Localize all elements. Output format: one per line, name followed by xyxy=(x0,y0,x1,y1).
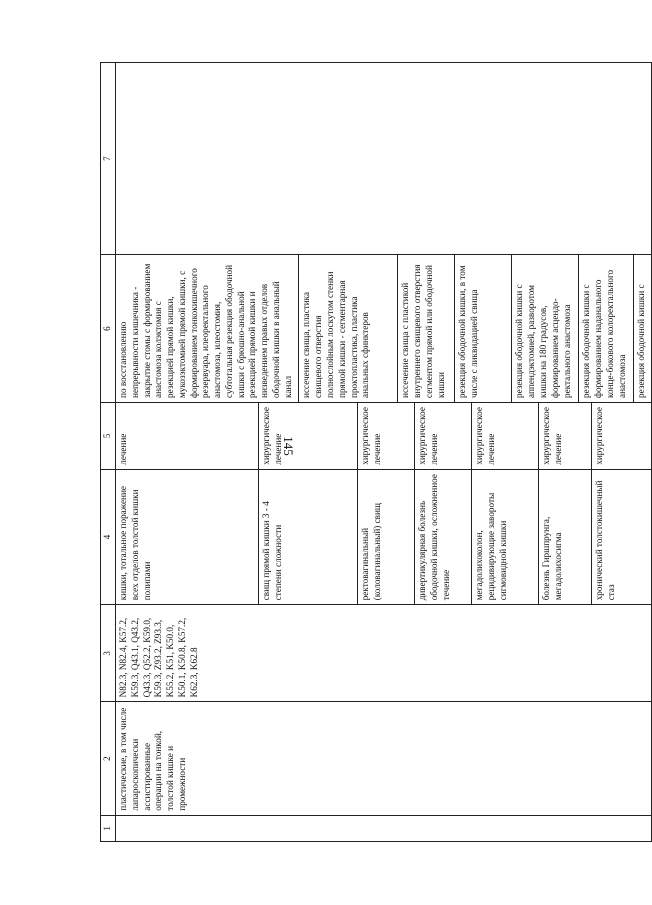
list-item: хирургическое лечение xyxy=(472,403,539,469)
list-item: хирургическое лечение xyxy=(539,403,592,469)
treatment-list xyxy=(116,403,651,469)
header-cell: 6 xyxy=(101,255,116,403)
header-cell: 2 xyxy=(101,702,116,815)
list-item: хирургическое лечение xyxy=(415,403,472,469)
list-item: лечение xyxy=(116,403,259,469)
list-item: мегадолихоколон, рецидивирующие завороты сигмовидной кишки xyxy=(472,470,539,605)
list-item: болезнь Гиршпрунга, мегадолихосигма xyxy=(539,470,592,605)
treatment-column xyxy=(116,402,652,469)
table-row xyxy=(116,63,652,842)
rotated-table-page xyxy=(100,62,646,842)
header-cell: 3 xyxy=(101,605,116,702)
list-item: кишки, тотальное поражение всех отделов толстой кишки полипами xyxy=(116,470,259,605)
header-cell: 1 xyxy=(101,815,116,841)
procedures-table xyxy=(100,62,652,842)
method-column xyxy=(116,255,652,403)
row-number-cell xyxy=(116,815,652,841)
header-cell: 7 xyxy=(101,63,116,255)
list-item: хирургическое лечение xyxy=(358,403,415,469)
method-list xyxy=(116,255,651,402)
list-item: ректовагинальный (коловагинальный) свищ xyxy=(358,470,415,605)
diagnosis-list xyxy=(116,470,651,605)
list-item: хронический толстокишечный стаз xyxy=(594,480,616,601)
list-item: хирургическое лечение xyxy=(259,403,358,469)
list-item: резекция ободочной кишки с xyxy=(635,284,646,398)
header-row xyxy=(101,63,116,842)
list-item: свищ прямой кишки 3 - 4 степени сложности xyxy=(259,470,358,605)
page-number: 145 xyxy=(281,436,296,456)
icd-codes-cell: N82.3, N82.4, K57.2, K59.3, Q43.1, Q43.2, Q43.3, Q52.2, K59.0, K59.3, Z93.2, Z93.3, K55.2, K51, K50.0, K50.1, K50.8, K57.2, K62.3, K62.8 xyxy=(116,605,652,702)
list-item: иссечение свища, пластика свищевого отверстия полнослойным лоскутом стенки прямой кишки - сегментарная проктопластика, пластика анальных сфинктеров xyxy=(299,255,398,402)
list-item: резекция ободочной кишки с формированием наданального конце-бокового колоректального анастомоза xyxy=(579,255,633,402)
list-item: резекция ободочной кишки с аппендэктомией, разворотом кишки на 180 градусов, формированием асцендо-ректального анастомоза xyxy=(512,255,579,402)
list-item: дивертикулярная болезнь ободочной кишки, осложненное течение xyxy=(415,470,472,605)
header-cell: 5 xyxy=(101,402,116,469)
notes-cell xyxy=(116,63,652,255)
list-item: по восстановлению непрерывности кишечника - закрытие стомы с формированием анастомоза колэктомия с резекцией прямой кишки, мукозэктомией прямой кишки, с формированием тонкокишечного резервуара, илеоректального анастомоза, илеостомия, субтотальная резекция ободочной кишки с брюшно-анальной резекцией прямой кишки и низведением правых отделов ободочной кишки в анальный канал xyxy=(116,255,299,402)
diagnosis-column xyxy=(116,469,652,605)
header-cell: 4 xyxy=(101,469,116,605)
surgery-type-cell: пластические, в том числе лапароскопически ассистированные операции на тонкой, толстой кишке и промежности xyxy=(116,702,652,815)
list-item: иссечение свища с пластикой внутреннего свищевого отверстия сегментом прямой или ободочной кишки xyxy=(398,255,455,402)
list-item: хирургическое xyxy=(594,407,604,465)
list-item: резекция ободочной кишки, в том числе с ликвидацией свища xyxy=(455,255,512,402)
